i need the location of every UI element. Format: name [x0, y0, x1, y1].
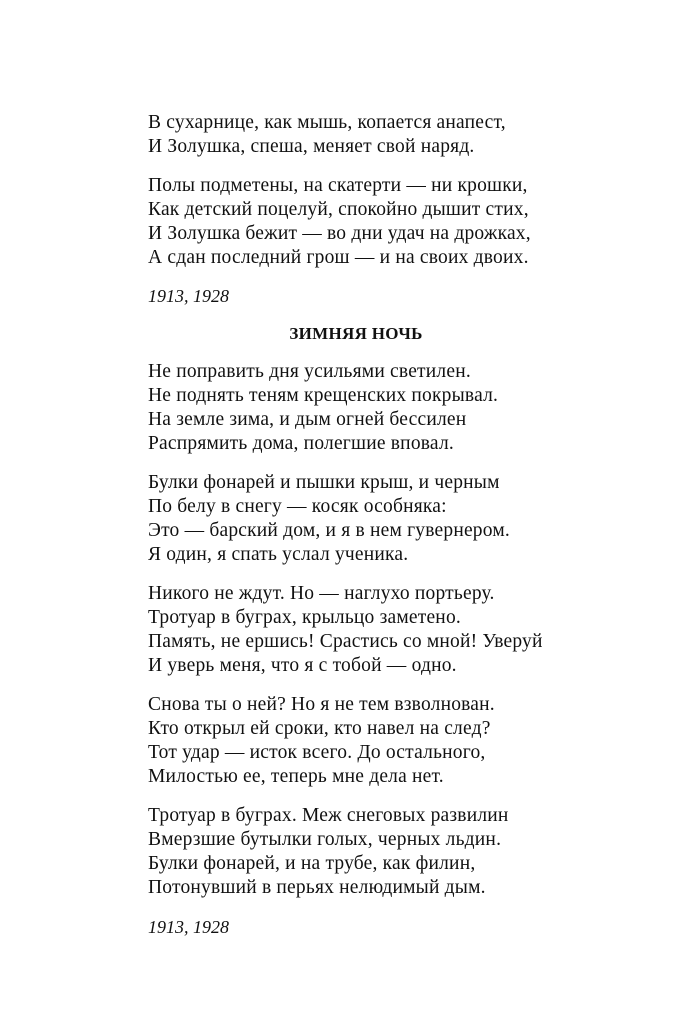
verse-line: Милостью ее, теперь мне дела нет.	[148, 766, 444, 787]
verse-line: И уверь меня, что я с тобой — одно.	[148, 655, 457, 676]
verse-line: Память, не ершись! Срастись со мной! Уверуй	[148, 631, 543, 652]
stanza	[148, 693, 648, 789]
verse-line: В сухарнице, как мышь, копается анапест,	[148, 112, 506, 133]
poem-date: 1913, 1928	[148, 286, 229, 306]
verse-line: Снова ты о ней? Но я не тем взволнован.	[148, 694, 495, 715]
verse-line: Тротуар в буграх. Меж снеговых развилин	[148, 805, 509, 826]
verse-line: И Золушка бежит — во дни удач на дрожках,	[148, 223, 531, 244]
verse-line: Потонувший в перьях нелюдимый дым.	[148, 877, 486, 898]
stanza	[148, 174, 648, 270]
verse-line: Я один, я спать услал ученика.	[148, 544, 409, 565]
stanza	[148, 804, 648, 900]
verse-line: Не поправить дня усильями светилен.	[148, 361, 471, 382]
stanza	[148, 471, 648, 567]
poem-title: ЗИМНЯЯ НОЧЬ	[289, 324, 423, 343]
verse-line: Распрямить дома, полегшие вповал.	[148, 433, 454, 454]
verse-line: По белу в снегу — косяк особняка:	[148, 496, 447, 517]
book-page	[148, 111, 648, 939]
verse-line: Кто открыл ей сроки, кто навел на след?	[148, 718, 491, 739]
verse-line: И Золушка, спеша, меняет свой наряд.	[148, 136, 475, 157]
stanza	[148, 360, 648, 456]
verse-line: Булки фонарей, и на трубе, как филин,	[148, 853, 476, 874]
verse-line: А сдан последний грош — и на своих двоих.	[148, 247, 529, 268]
verse-line: Как детский поцелуй, спокойно дышит стих,	[148, 199, 529, 220]
verse-line: Тот удар — исток всего. До остального,	[148, 742, 486, 763]
verse-line: Полы подметены, на скатерти — ни крошки,	[148, 175, 528, 196]
verse-line: Это — барский дом, и я в нем гувернером.	[148, 520, 510, 541]
verse-line: Булки фонарей и пышки крыш, и черным	[148, 472, 500, 493]
stanza	[148, 111, 648, 159]
verse-line: Тротуар в буграх, крыльцо заметено.	[148, 607, 461, 628]
verse-line: На земле зима, и дым огней бессилен	[148, 409, 467, 430]
poem-date: 1913, 1928	[148, 917, 229, 937]
verse-line: Вмерзшие бутылки голых, черных льдин.	[148, 829, 502, 850]
stanza	[148, 582, 648, 678]
verse-line: Никого не ждут. Но — наглухо портьеру.	[148, 583, 495, 604]
verse-line: Не поднять теням крещенских покрывал.	[148, 385, 499, 406]
